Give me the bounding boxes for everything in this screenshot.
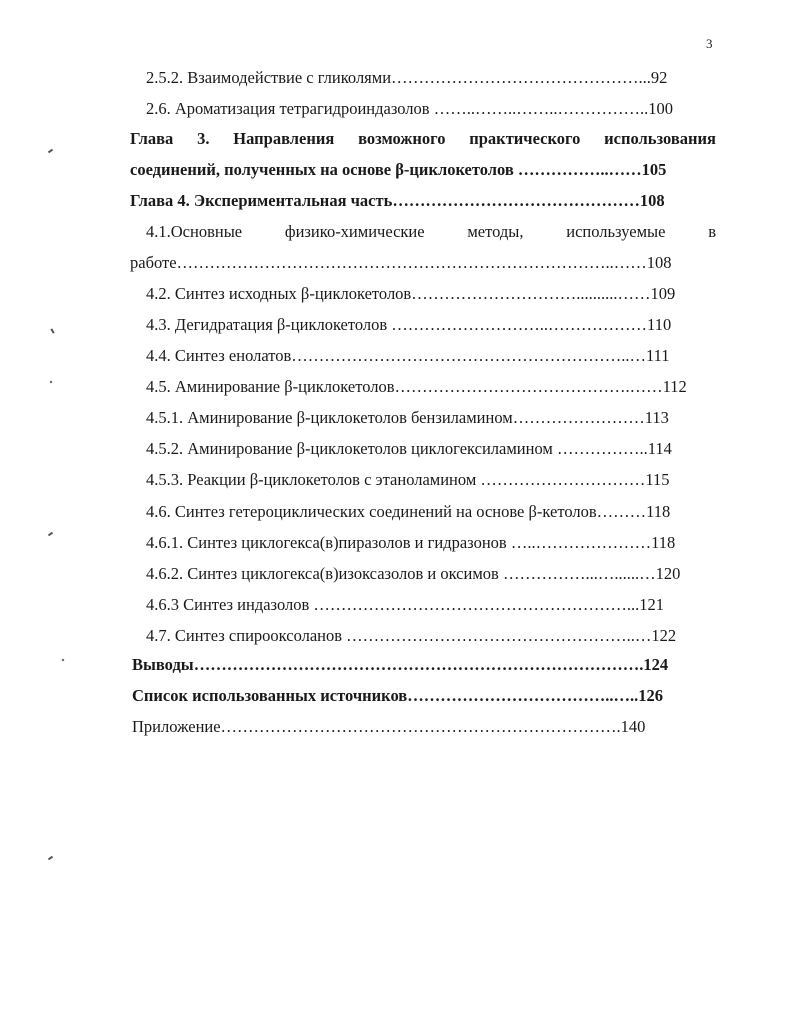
toc-word: Глава <box>130 129 174 148</box>
toc-word: использования <box>604 129 716 148</box>
scan-speck <box>48 856 53 861</box>
toc-entry-conclusions: Выводы……………………………………………………………………….124 <box>132 655 669 674</box>
scan-speck <box>48 149 53 154</box>
toc-entry-4-4: 4.4. Синтез енолатов……………………………………………………..…111 <box>146 346 670 365</box>
page-number: 3 <box>706 36 713 51</box>
toc-entry-4-1-line-2: работе……………………………………………………………………..……108 <box>130 253 672 272</box>
toc-entry-chapter-3-line-1 <box>130 129 716 149</box>
toc-word: методы, <box>467 222 524 241</box>
toc-word: используемые <box>566 222 666 241</box>
toc-entry-4-5-3: 4.5.3. Реакции β-циклокетолов с этаноламином …………………………115 <box>146 470 670 489</box>
scan-speck <box>50 381 53 384</box>
toc-word: 3. <box>197 129 210 148</box>
toc-entry-4-3: 4.3. Дегидратация β-циклокетолов ………………………..………………110 <box>146 315 672 334</box>
toc-entry-4-6: 4.6. Синтез гетероциклических соединений на основе β-кетолов………118 <box>146 502 671 521</box>
toc-entry-4-7: 4.7. Синтез спирооксоланов ……………………………………………..…122 <box>146 626 677 645</box>
toc-entry-references: Список использованных источников………………………………..…..126 <box>132 686 663 705</box>
toc-entry-4-6-1: 4.6.1. Синтез циклогекса(в)пиразолов и гидразонов …..…………………118 <box>146 533 676 552</box>
toc-entry-4-2: 4.2. Синтез исходных β-циклокетолов…………………………..........……109 <box>146 284 676 303</box>
toc-word: практического <box>469 129 581 148</box>
toc-entry-2-6: 2.6. Ароматизация тетрагидроиндазолов ……..……..……..……………..100 <box>146 99 673 118</box>
toc-word: физико-химические <box>284 222 425 241</box>
toc-entry-4-1-line-1 <box>146 222 716 242</box>
toc-entry-chapter-3-line-2: соединений, полученных на основе β-циклокетолов ……………..……105 <box>130 160 667 179</box>
toc-word: возможного <box>358 129 446 148</box>
toc-entry-2-5-2: 2.5.2. Взаимодействие с гликолями………………………………………...92 <box>146 68 668 87</box>
toc-entry-chapter-4: Глава 4. Экспериментальная часть………………………………………108 <box>130 191 665 210</box>
toc-entry-appendix: Приложение……………………………………………………………….140 <box>132 717 646 736</box>
toc-entry-4-5-2: 4.5.2. Аминирование β-циклокетолов циклогексиламином ……………..114 <box>146 439 672 458</box>
toc-word: в <box>708 222 716 241</box>
scan-speck <box>48 532 53 537</box>
scan-speck <box>62 659 65 662</box>
toc-entry-4-6-2: 4.6.2. Синтез циклогекса(в)изоксазолов и оксимов ……………...…......…120 <box>146 564 681 583</box>
toc-word: Направления <box>233 129 335 148</box>
toc-entry-4-5-1: 4.5.1. Аминирование β-циклокетолов бензиламином……………………113 <box>146 408 669 427</box>
toc-entry-4-6-3: 4.6.3 Синтез индазолов …………………………………………………...121 <box>146 595 665 614</box>
scan-speck <box>50 328 54 333</box>
toc-word: 4.1.Основные <box>146 222 243 241</box>
toc-entry-4-5: 4.5. Аминирование β-циклокетолов…………………………………….……112 <box>146 377 687 396</box>
